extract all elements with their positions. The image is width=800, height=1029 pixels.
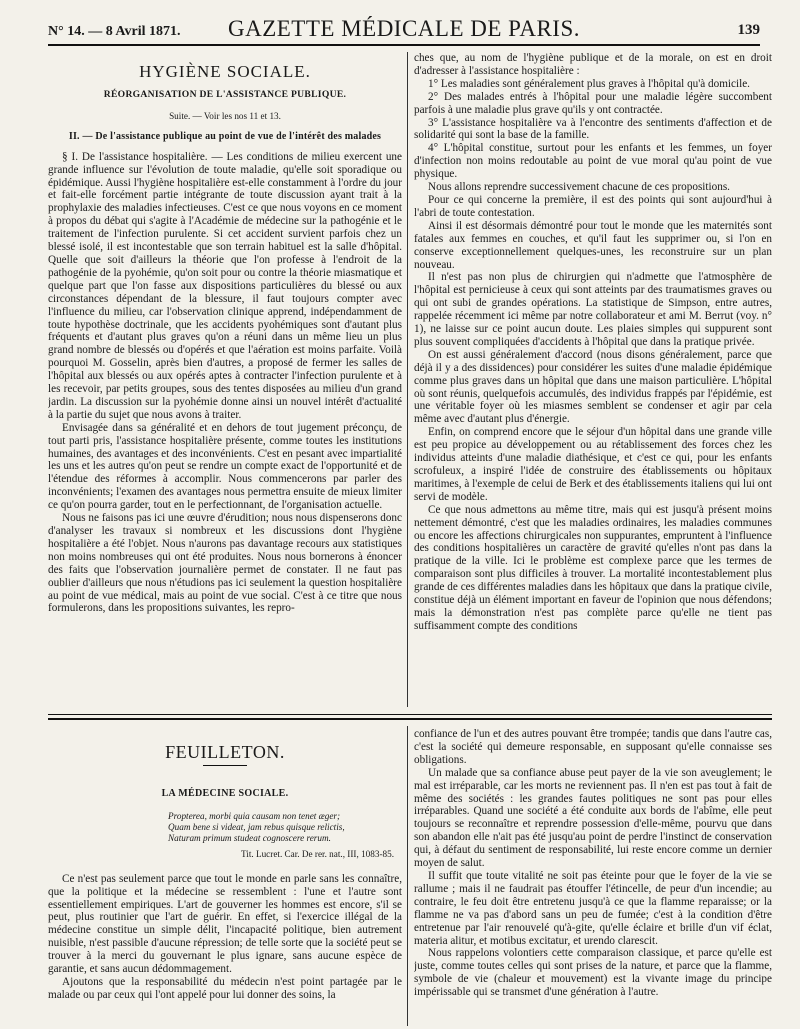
paragraph: 4° L'hôpital constitue, surtout pour les enfants et les femmes, un foyer d'infection non moins redoutable au point de vue moral qu'au point de vue physique. bbox=[414, 142, 772, 181]
section-title: HYGIÈNE SOCIALE. bbox=[139, 62, 311, 81]
paragraph: Ajoutons que la responsabilité du médecin n'est point partagée par le malade ou par ceux qui l'ont appelé pour lui donner des soins, la bbox=[48, 975, 402, 1001]
hygiene-left-body bbox=[48, 151, 402, 616]
paragraph: Pour ce qui concerne la première, il est des points qui sont aujourd'hui à l'abri de toute contestation. bbox=[414, 193, 772, 219]
section-subtitle: RÉORGANISATION DE L'ASSISTANCE PUBLIQUE. bbox=[103, 88, 347, 100]
feuilleton-column-left bbox=[48, 728, 402, 1029]
feuilleton-subtitle: LA MÉDECINE SOCIALE. bbox=[161, 787, 289, 799]
epigraph-line: Naturam primum studeat cognoscere rerum. bbox=[168, 832, 331, 843]
paragraph: On est aussi généralement d'accord (nous disons généralement, parce que déjà il y a des dissidences) pour considérer les suites d'une maladie épidémique comme plus graves dans un hôpital que dans une maison particulière. L'hôpital où sont réunis, quelquefois accumulés, des individus frappés par l'épidémie, est une véritable foyer où les miasmes semblent se condenser et agir par cela même avec d'autant plus d'énergie. bbox=[414, 348, 772, 426]
column-divider bbox=[407, 52, 408, 707]
paragraph: confiance de l'un et des autres pouvant être trompée; tandis que dans l'autre cas, c'est la société qui demeure responsable, en supposant qu'elle connaisse ses obligations. bbox=[414, 728, 772, 766]
epigraph-citation: Tit. Lucret. Car. De rer. nat., III, 1083-85. bbox=[240, 848, 394, 859]
paragraph: § I. De l'assistance hospitalière. — Les conditions de milieu exercent une grande influence sur l'évolution de toute maladie, qu'elle soit sporadique ou épidémique. Aussi l'hygiène hospitalière est-elle constamment à l'ordre du jour et fait-elle forcément partie intégrante de toute discussion ayant trait à la prophylaxie des maladies infectieuses. C'est ce que nous voyons en ce moment à propos du débat qui s'agite à l'Académie de médecine sur la pathogénie et le traitement de l'infection purulente. Si cet accident survient parfois chez un blessé isolé, il est incontestable que son terrain habituel est la salle d'hôpital. Quelle que soit d'ailleurs la théorie que l'on professe à l'endroit de la pathogénie de la pyohémie, qu'on soit pour ou contre la théorie miasmatique et quelque part que l'on fasse aux dispositions particulières du blessé ou aux circonstances dépendant de la blessure, il faut toujours compter avec l'influence du milieu, car l'observation clinique apprend, indépendamment de toute hypothèse doctrinale, que les accidents pyohémiques sont d'autant plus fréquents et d'autant plus graves qu'on a réuni dans un même lieu un plus grand nombre de blessés ou d'opérés et que l'aération est moins parfaite. Voilà pourquoi M. Gosselin, après bien d'autres, a proposé de fermer les salles de l'hôpital aux blessés ou aux opérés aptes à contracter l'infection purulente et à les recevoir, par petits groupes, sous des tentes disposées au milieu d'un grand jardin. La discussion sur la pyohémie donne ainsi un nouvel intérêt d'actualité à la partie du sujet que nous avons à traiter. bbox=[48, 150, 402, 421]
feuilleton-right-body bbox=[414, 728, 772, 999]
paragraph: 3° L'assistance hospitalière va à l'encontre des sentiments d'affection et de solidarité qui sont la base de la famille. bbox=[414, 116, 772, 142]
paragraph: Il n'est pas non plus de chirurgien qui n'admette que l'atmosphère de l'hôpital est pernicieuse à ceux qui sont atteints par des traumatismes graves ou qui ont subi de grandes opérations. La statistique de Simpson, entre autres, rappelée récemment ici même par notre collaborateur et ami M. Berrut (voy. n° 1), ne laisse sur ce point aucun doute. Les plaies simples qui suppurent sont plus souvent compliquées d'accidents à l'hôpital que dans la pratique privée. bbox=[414, 271, 772, 348]
paragraph: Un malade que sa confiance abuse peut payer de la vie son aveuglement; le mal est irréparable, car les morts ne reviennent pas. Il n'en est pas tout à fait de même des sociétés : les grandes fautes politiques ne sont pas pour elles irréparables. Quand une société a été conduite aux bords de l'abîme, elle peut toujours se reconnaître et reprendre possession d'elle-même, pourvu que dans son abandon elle n'ait pas été jusqu'au point de perdre l'instinct de conservation qui, à défaut du sentiment de responsabilité, lui reste encore comme un dernier moyen de salut. bbox=[414, 766, 772, 870]
journal-title: GAZETTE MÉDICALE DE PARIS. bbox=[227, 16, 581, 41]
paragraph: Nous ne faisons pas ici une œuvre d'érudition; nous nous dispenserons donc d'analyser les travaux si nombreux et les discussions dont l'hygiène hospitalière a été l'objet. Nous n'aurons pas davantage recours aux statistiques non moins nombreuses qui ont été produites. Nous nous bornerons à énoncer des faits que l'observation journalière permet de constater. Il ne faut pas oublier d'ailleurs que nous n'étudions pas ici seulement la question hospitalière au point de vue médical, mais au point de vue social. C'est à ce titre que nous formulerons, dans les propositions suivantes, les repro- bbox=[48, 512, 402, 615]
hygiene-right-body bbox=[414, 52, 772, 633]
paragraph: Ce n'est pas seulement parce que tout le monde en parle sans les connaître, que la politique et la médecine se ressemblent : l'une et l'autre sont essentiellement empiriques. L'art de gouverner les hommes est encore, s'il se peut, plus routinier que l'art de guérir. En effet, si l'exercice illégal de la médecine constitue un simple délit, l'incapacité politique, bien autrement nuisible, n'est passible d'aucune répression; de telle sorte que la société peut se trouver à la merci du gouvernant le plus ignare, sans aucune espèce de garantie, et sans aucun dédommagement. bbox=[48, 872, 402, 976]
section-divider-thick bbox=[48, 718, 772, 720]
paragraph: Enfin, on comprend encore que le séjour d'un hôpital dans une grande ville est peu propice au développement ou au rétablissement des forces chez les individus atteints d'une maladie diathésique, et c'est ce qui, pour les enfants scrofuleux, a inspiré l'idée de construire des établissements ou hôpitaux maritimes, à l'exemple de celui de Berk et des établissements italiens qui lui ont servi de modèle. bbox=[414, 426, 772, 503]
epigraph bbox=[168, 811, 402, 844]
feuilleton-title: FEUILLETON. bbox=[165, 742, 285, 762]
epigraph-line: Quam bene si videat, jam rebus quisque relictis, bbox=[168, 821, 345, 832]
paragraph: Ainsi il est désormais démontré pour tout le monde que les maternités sont fatales aux femmes en couches, et qu'il faut les supprimer ou, si l'on en conserve exceptionnellement quelques-unes, les reconstruire sur un plan nouveau. bbox=[414, 219, 772, 271]
paragraph: 1° Les maladies sont généralement plus graves à l'hôpital qu'à domicile. bbox=[428, 77, 750, 90]
chapter-heading: II. — De l'assistance publique au point de vue de l'intérêt des malades bbox=[68, 130, 382, 142]
paragraph: Il suffit que toute vitalité ne soit pas éteinte pour que le foyer de la vie se rallume ; mais il ne faudrait pas étouffer l'étincelle, de peur d'un incendie; au contraire, le feu doit être entretenu jusqu'à ce que la flamme reparaisse; or la flamme ne va pas d'abord sans un peu de fumée; c'est à la condition d'être entretenue par l'air renouvelé qu'à-gite, qu'elle éclaire et brille d'un vif éclat, materia alitur, et motibus excitatur, et urendo clarescit. bbox=[414, 869, 772, 947]
column-divider bbox=[407, 726, 408, 1026]
hygiene-column-left bbox=[48, 52, 402, 706]
title-rule bbox=[203, 765, 247, 766]
paragraph: ches que, au nom de l'hygiène publique et de la morale, on est en droit d'adresser à l'assistance hospitalière : bbox=[414, 52, 772, 77]
continuation-note: Suite. — Voir les nos 11 et 13. bbox=[169, 110, 281, 121]
feuilleton-left-body bbox=[48, 873, 402, 1002]
paragraph: Envisagée dans sa généralité et en dehors de tout jugement préconçu, de tout parti pris, l'assistance hospitalière présente, comme toutes les institutions humaines, des avantages et des inconvénients. C'est en pesant avec impartialité les uns et les autres qu'on peut se rendre un compte exact de l'opportunité et de l'étendue des réformes à accomplir. Nous commencerons par parler des inconvénients; l'examen des avantages nous permettra ensuite de mieux limiter ce qu'on pourra garder, tout en le perfectionnant, de l'organisation actuelle. bbox=[48, 421, 402, 512]
feuilleton-column-right bbox=[414, 728, 772, 1029]
hygiene-column-right bbox=[414, 52, 772, 708]
paragraph: 2° Des malades entrés à l'hôpital pour une maladie légère succombent parfois à une maladie plus grave qu'ils y ont contractée. bbox=[414, 90, 772, 116]
section-divider bbox=[48, 714, 772, 715]
issue-number: N° 14. — 8 Avril 1871. bbox=[48, 24, 181, 39]
paragraph: Nous allons reprendre successivement chacune de ces propositions. bbox=[428, 181, 730, 194]
paragraph: Ce que nous admettons au même titre, mais qui est jusqu'à présent moins nettement démontré, c'est que les maladies ordinaires, les maladies communes ou encore les affections chirurgicales non suppurantes, empruntent à l'influence des conditions hospitalières un caractère de gravité qu'elles n'ont pas dans la pratique de la ville. Ici le problème est complexe parce que les termes de comparaison sont plus difficiles à trouver. La mortalité incontestablement plus grande de ces différentes maladies dans les hôpitaux que dans la pratique civile, constitue déjà un élément important en faveur de l'opinion que nous défendons; mais la démonstration n'est pas complète parce qu'elle ne tient pas suffisamment compte des conditions bbox=[414, 503, 772, 632]
paragraph: Nous rappelons volontiers cette comparaison classique, et parce qu'elle est juste, comme toutes celles qui sont prises de la nature, et parce que la flamme, symbole de vie (chaleur et mouvement) est la vivante image du principe impérissable qui se transmet d'une génération à l'autre. bbox=[414, 947, 772, 999]
page-number: 139 bbox=[737, 22, 760, 38]
running-header bbox=[48, 14, 760, 46]
epigraph-line: Propterea, morbi quia causam non tenet æger; bbox=[168, 810, 341, 821]
